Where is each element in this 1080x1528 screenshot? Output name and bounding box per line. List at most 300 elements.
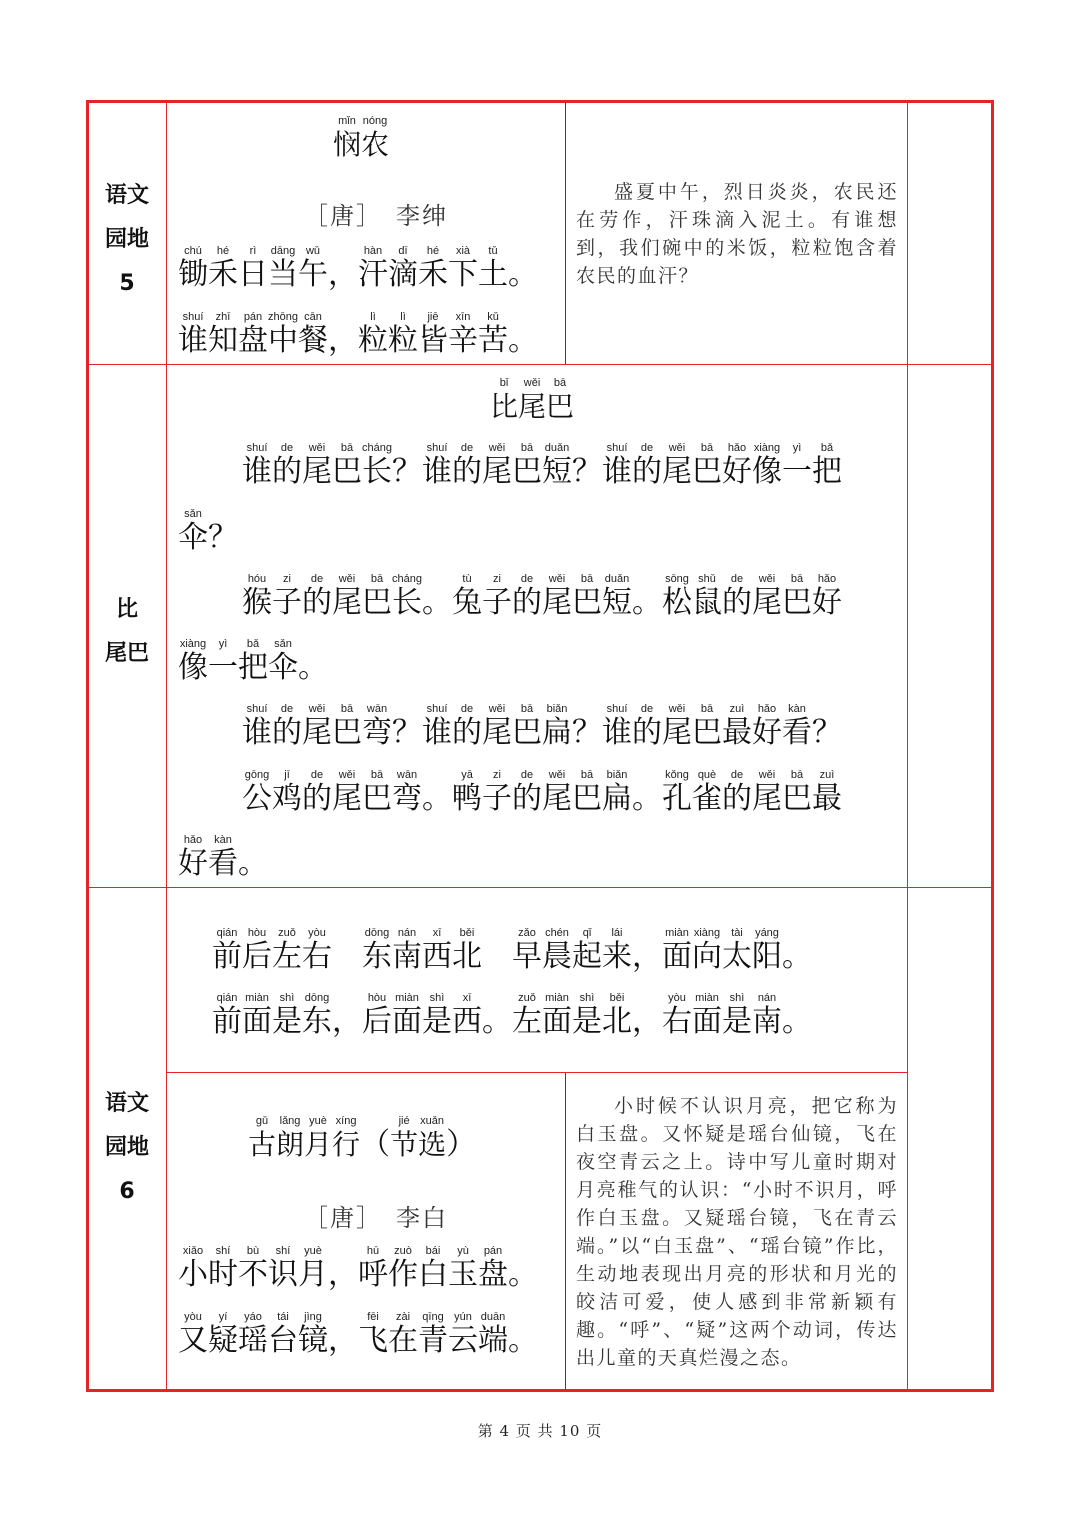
ruby-char <box>272 702 302 750</box>
punctuation: ？ <box>392 715 422 750</box>
punctuation: ， <box>328 257 358 292</box>
pinyin: zuǒ <box>518 992 536 1004</box>
hanzi: 好 <box>722 454 752 489</box>
pinyin: de <box>310 573 324 585</box>
punctuation: ， <box>328 1323 358 1358</box>
punctuation: ， <box>632 1004 662 1039</box>
ruby-char <box>418 1114 446 1162</box>
ruby-char <box>632 702 662 750</box>
pinyin: miàn <box>395 992 419 1004</box>
ruby-char <box>302 768 332 816</box>
ruby-char <box>208 310 238 358</box>
punctuation: 。 <box>782 1004 812 1039</box>
ruby-char <box>422 702 452 750</box>
ruby-char <box>242 572 272 620</box>
side-label-line: 5 <box>119 271 135 296</box>
hanzi: 谁 <box>422 454 452 489</box>
hanzi: 白 <box>418 1257 448 1292</box>
hanzi: 猴 <box>242 585 272 620</box>
ruby-char <box>333 114 361 162</box>
hanzi: 早 <box>512 939 542 974</box>
pinyin: jìng <box>304 1311 322 1323</box>
ruby-char <box>272 441 302 489</box>
ruby-char <box>390 1114 418 1162</box>
ruby-char <box>208 1310 238 1358</box>
hanzi: 伞 <box>178 520 208 555</box>
ruby-char <box>518 376 546 424</box>
ruby-char <box>482 768 512 816</box>
pinyin: bā <box>553 377 567 389</box>
pinyin: zuò <box>394 1245 412 1257</box>
pinyin: bā <box>340 703 354 715</box>
pinyin: fēi <box>367 1311 379 1323</box>
ruby-char <box>388 310 418 358</box>
ruby-char <box>362 572 392 620</box>
pinyin: rì <box>249 245 257 257</box>
pinyin: shì <box>429 992 445 1004</box>
side-label-line: 语文 <box>104 183 149 208</box>
ruby-char <box>662 768 692 816</box>
pinyin: xiàng <box>179 638 207 650</box>
pinyin: yí <box>218 1311 228 1323</box>
hanzi: 飞 <box>358 1323 388 1358</box>
ruby-char <box>422 926 452 974</box>
pinyin: kàn <box>788 703 806 715</box>
hanzi: 像 <box>752 454 782 489</box>
pinyin: de <box>460 442 474 454</box>
pinyin: bǐ <box>499 377 509 389</box>
hanzi: 的 <box>272 454 302 489</box>
ruby-char <box>302 572 332 620</box>
poem3-author: ［唐］ 李白 <box>304 1204 448 1232</box>
ruby-char <box>242 441 272 489</box>
hanzi: 是 <box>422 1004 452 1039</box>
pinyin: duān <box>480 1311 506 1323</box>
hanzi: 巴 <box>332 454 362 489</box>
hanzi: 巴 <box>332 715 362 750</box>
hanzi: 识 <box>268 1257 298 1292</box>
hanzi: 禾 <box>418 257 448 292</box>
hanzi: 一 <box>208 650 238 685</box>
pinyin: wěi <box>758 573 776 585</box>
hanzi: 面 <box>662 939 692 974</box>
pinyin: biǎn <box>606 769 628 781</box>
ruby-char <box>452 991 482 1039</box>
pinyin: xī <box>432 927 442 939</box>
ruby-char <box>752 441 782 489</box>
hanzi: 的 <box>452 715 482 750</box>
hanzi: 当 <box>268 257 298 292</box>
poem2-line-4 <box>178 637 328 685</box>
ruby-char <box>812 572 842 620</box>
hanzi: 伞 <box>268 650 298 685</box>
punctuation: 。 <box>632 781 662 816</box>
pinyin: běi <box>609 992 625 1004</box>
ruby-char <box>208 244 238 292</box>
hanzi: 的 <box>632 715 662 750</box>
hanzi: 把 <box>812 454 842 489</box>
hanzi: 巴 <box>512 454 542 489</box>
col-divider-left <box>166 102 167 1390</box>
ruby-char <box>602 702 632 750</box>
ruby-char <box>452 441 482 489</box>
pinyin: de <box>460 703 474 715</box>
hanzi: 农 <box>361 128 390 161</box>
punctuation: 。 <box>632 585 662 620</box>
pinyin: yā <box>461 769 473 781</box>
ruby-char <box>752 572 782 620</box>
ruby-char <box>692 572 722 620</box>
punctuation: ， <box>328 1257 358 1292</box>
hanzi: 长 <box>392 585 422 620</box>
ruby-char <box>448 1310 478 1358</box>
ruby-char <box>388 1310 418 1358</box>
ruby-char <box>752 702 782 750</box>
punctuation <box>482 940 512 974</box>
ruby-char <box>268 1244 298 1292</box>
ruby-char <box>662 926 692 974</box>
ruby-char <box>662 991 692 1039</box>
hanzi: 扁 <box>602 781 632 816</box>
punctuation: ？ <box>572 715 602 750</box>
ruby-char <box>452 572 482 620</box>
hanzi: 太 <box>722 939 752 974</box>
pinyin: hé <box>216 245 230 257</box>
hanzi: 扁 <box>542 715 572 750</box>
pinyin: cháng <box>392 573 422 585</box>
ruby-char <box>418 310 448 358</box>
ruby-char <box>248 1114 276 1162</box>
pinyin: shuí <box>182 311 204 323</box>
hanzi: 一 <box>782 454 812 489</box>
pinyin: duǎn <box>604 573 630 585</box>
ruby-char <box>512 702 542 750</box>
row-divider-2 <box>88 887 992 888</box>
ruby-char <box>512 768 542 816</box>
pinyin: zài <box>395 1311 411 1323</box>
ruby-char <box>422 991 452 1039</box>
hanzi: 鼠 <box>692 585 722 620</box>
hanzi: 最 <box>722 715 752 750</box>
pinyin: zuǒ <box>278 927 296 939</box>
pinyin: wěi <box>488 703 506 715</box>
pinyin: kàn <box>214 834 232 846</box>
ruby-char <box>392 572 422 620</box>
pinyin: wěi <box>523 377 541 389</box>
hanzi: 子 <box>482 585 512 620</box>
row-divider-3 <box>166 1072 908 1073</box>
hanzi: 土 <box>478 257 508 292</box>
ruby-char <box>358 310 388 358</box>
ruby-char <box>448 244 478 292</box>
pinyin: cān <box>304 311 322 323</box>
hanzi: 把 <box>238 650 268 685</box>
hanzi: 尾 <box>482 454 512 489</box>
poem1-note: 盛夏中午，烈日炎炎，农民还在劳作，汗珠滴入泥土。有谁想到，我们碗中的米饭，粒粒饱含着农民的血汗？ <box>576 181 898 287</box>
side-label-line: 6 <box>119 1179 135 1204</box>
pinyin: yù <box>457 1245 469 1257</box>
hanzi: 的 <box>272 715 302 750</box>
hanzi: 瑶 <box>238 1323 268 1358</box>
ruby-char <box>602 991 632 1039</box>
pinyin: shuí <box>426 703 448 715</box>
ruby-char <box>332 572 362 620</box>
hanzi: 孔 <box>662 781 692 816</box>
ruby-char <box>512 991 542 1039</box>
hanzi: 的 <box>302 585 332 620</box>
hanzi: 短 <box>602 585 632 620</box>
pinyin: yòu <box>308 927 326 939</box>
pinyin: dāng <box>270 245 296 257</box>
pinyin: miàn <box>545 992 569 1004</box>
punctuation: 。 <box>422 585 452 620</box>
pinyin: bā <box>700 442 714 454</box>
ruby-char <box>272 572 302 620</box>
side-label-line: 园地 <box>104 1135 149 1160</box>
hanzi: 北 <box>602 1004 632 1039</box>
hanzi: 巴 <box>572 781 602 816</box>
pinyin: bā <box>700 703 714 715</box>
side-label-line: 比 <box>115 597 138 622</box>
pinyin: shì <box>579 992 595 1004</box>
pinyin: wěi <box>548 573 566 585</box>
hanzi: 子 <box>482 781 512 816</box>
ruby-char <box>362 768 392 816</box>
pinyin: hǎo <box>727 442 747 454</box>
ruby-char <box>782 441 812 489</box>
pinyin: hòu <box>247 927 267 939</box>
punctuation: ？ <box>208 520 238 555</box>
pinyin: bā <box>580 769 594 781</box>
ruby-char <box>452 768 482 816</box>
pinyin: gōng <box>244 769 270 781</box>
pinyin: zhōng <box>268 311 298 323</box>
ruby-char <box>752 991 782 1039</box>
pinyin: shuí <box>606 442 628 454</box>
ruby-char <box>478 310 508 358</box>
pinyin: de <box>520 573 534 585</box>
ruby-char <box>238 1310 268 1358</box>
ruby-char <box>692 702 722 750</box>
ruby-char <box>304 1114 332 1162</box>
hanzi: 前 <box>212 1004 242 1039</box>
poem2-line-1 <box>242 441 842 489</box>
hanzi: 面 <box>392 1004 422 1039</box>
pinyin: nán <box>757 992 777 1004</box>
hanzi: 巴 <box>362 585 392 620</box>
ruby-char <box>178 833 208 881</box>
pinyin: zǎo <box>518 927 536 939</box>
ruby-char <box>692 926 722 974</box>
ruby-char <box>208 1244 238 1292</box>
ruby-char <box>361 114 389 162</box>
pinyin: wěi <box>668 442 686 454</box>
hanzi: 小 <box>178 1257 208 1292</box>
hanzi: 节 <box>390 1128 419 1161</box>
punctuation: ？ <box>392 454 422 489</box>
ruby-char <box>268 310 298 358</box>
pinyin: de <box>520 769 534 781</box>
pinyin: zi <box>493 573 501 585</box>
ruby-char <box>542 572 572 620</box>
ruby-char <box>358 1310 388 1358</box>
ruby-char <box>418 1244 448 1292</box>
col-divider-right <box>907 102 908 1390</box>
pinyin: jī <box>284 769 290 781</box>
pinyin: bù <box>246 1245 260 1257</box>
hanzi: 巴 <box>782 781 812 816</box>
hanzi: 午 <box>298 257 328 292</box>
page-footer: 第 4 页 共 10 页 <box>477 1422 603 1440</box>
hanzi: 日 <box>238 257 268 292</box>
pinyin: wěi <box>488 442 506 454</box>
hanzi: 松 <box>662 585 692 620</box>
hanzi: 阳 <box>752 939 782 974</box>
hanzi: 尾 <box>332 781 362 816</box>
hanzi: 后 <box>242 939 272 974</box>
ruby-char <box>512 441 542 489</box>
ruby-char <box>298 244 328 292</box>
pinyin: hòu <box>367 992 387 1004</box>
hanzi: 尾 <box>662 715 692 750</box>
ruby-char <box>242 991 272 1039</box>
hanzi: 盘 <box>238 323 268 358</box>
hanzi: 在 <box>388 1323 418 1358</box>
ruby-char <box>178 507 208 555</box>
ruby-char <box>478 1244 508 1292</box>
hanzi: 巴 <box>692 715 722 750</box>
pinyin: shí <box>275 1245 291 1257</box>
ruby-char <box>392 991 422 1039</box>
ruby-char <box>302 702 332 750</box>
ruby-char <box>242 768 272 816</box>
pinyin: hóu <box>247 573 267 585</box>
side-label-line: 语文 <box>104 1091 149 1116</box>
ruby-char <box>572 926 602 974</box>
ruby-char <box>782 572 812 620</box>
hanzi: 汗 <box>358 257 388 292</box>
ruby-char <box>178 310 208 358</box>
ruby-char <box>512 572 542 620</box>
hanzi: 面 <box>242 1004 272 1039</box>
hanzi: 辛 <box>448 323 478 358</box>
poem1-title <box>333 114 389 162</box>
hanzi: 月 <box>304 1128 333 1161</box>
punctuation: 。 <box>298 650 328 685</box>
ruby-char <box>482 572 512 620</box>
hanzi: 巴 <box>546 390 575 423</box>
hanzi: 疑 <box>208 1323 238 1358</box>
pinyin: xiǎo <box>182 1245 204 1257</box>
hanzi: 鸭 <box>452 781 482 816</box>
ruby-char <box>418 1310 448 1358</box>
hanzi: 晨 <box>542 939 572 974</box>
pinyin: de <box>280 703 294 715</box>
pinyin: dōng <box>364 927 390 939</box>
hanzi: 粒 <box>388 323 418 358</box>
ruby-char <box>268 244 298 292</box>
pinyin: wěi <box>338 573 356 585</box>
hanzi: 朗 <box>276 1128 305 1161</box>
pinyin: yòu <box>668 992 686 1004</box>
ruby-char <box>572 991 602 1039</box>
ruby-char <box>478 244 508 292</box>
ruby-char <box>362 441 392 489</box>
ruby-char <box>238 637 268 685</box>
hanzi: 后 <box>362 1004 392 1039</box>
ruby-char <box>212 926 242 974</box>
ruby-char <box>298 310 328 358</box>
hanzi: 端 <box>478 1323 508 1358</box>
ruby-char <box>662 702 692 750</box>
ruby-char <box>722 702 752 750</box>
hanzi: 盘 <box>478 1257 508 1292</box>
ruby-char <box>542 991 572 1039</box>
ruby-char <box>212 991 242 1039</box>
ruby-char <box>662 441 692 489</box>
pinyin: shì <box>729 992 745 1004</box>
hanzi: 子 <box>272 585 302 620</box>
poem1-line-1 <box>178 244 538 292</box>
hanzi: 是 <box>722 1004 752 1039</box>
pinyin: shuí <box>426 442 448 454</box>
ruby-char <box>448 310 478 358</box>
ruby-char <box>178 1244 208 1292</box>
ruby-char <box>512 926 542 974</box>
hanzi: 作 <box>388 1257 418 1292</box>
pinyin: de <box>730 573 744 585</box>
pinyin: dōng <box>304 992 330 1004</box>
ruby-char <box>602 441 632 489</box>
ruby-char <box>452 702 482 750</box>
pinyin: xià <box>455 245 471 257</box>
hanzi: 的 <box>512 781 542 816</box>
punctuation: ） <box>446 1127 477 1162</box>
poem3-line-1 <box>178 1244 538 1292</box>
pinyin: gǔ <box>255 1115 269 1127</box>
ruby-char <box>332 702 362 750</box>
ruby-char <box>482 702 512 750</box>
ruby-char <box>332 1114 360 1162</box>
ruby-char <box>276 1114 304 1162</box>
hanzi: 下 <box>448 257 478 292</box>
ruby-char <box>178 244 208 292</box>
hanzi: 尾 <box>542 781 572 816</box>
poem3-line-2 <box>178 1310 538 1358</box>
poem2-line-5 <box>242 702 842 750</box>
pinyin: bā <box>370 573 384 585</box>
hanzi: 巴 <box>512 715 542 750</box>
ruby-char <box>242 926 272 974</box>
hanzi: 巴 <box>572 585 602 620</box>
ruby-char <box>238 1244 268 1292</box>
hanzi: 南 <box>752 1004 782 1039</box>
hanzi: 滴 <box>388 257 418 292</box>
ruby-char <box>722 441 752 489</box>
pinyin: duǎn <box>544 442 570 454</box>
ruby-char <box>272 768 302 816</box>
hanzi: 西 <box>422 939 452 974</box>
punctuation: 。 <box>482 1004 512 1039</box>
pinyin: yì <box>218 638 228 650</box>
hanzi: 弯 <box>362 715 392 750</box>
hanzi: 兔 <box>452 585 482 620</box>
ruby-char <box>362 926 392 974</box>
pinyin: běi <box>459 927 475 939</box>
pinyin: wěi <box>308 703 326 715</box>
pinyin: zhī <box>215 311 231 323</box>
pinyin: lái <box>611 927 623 939</box>
